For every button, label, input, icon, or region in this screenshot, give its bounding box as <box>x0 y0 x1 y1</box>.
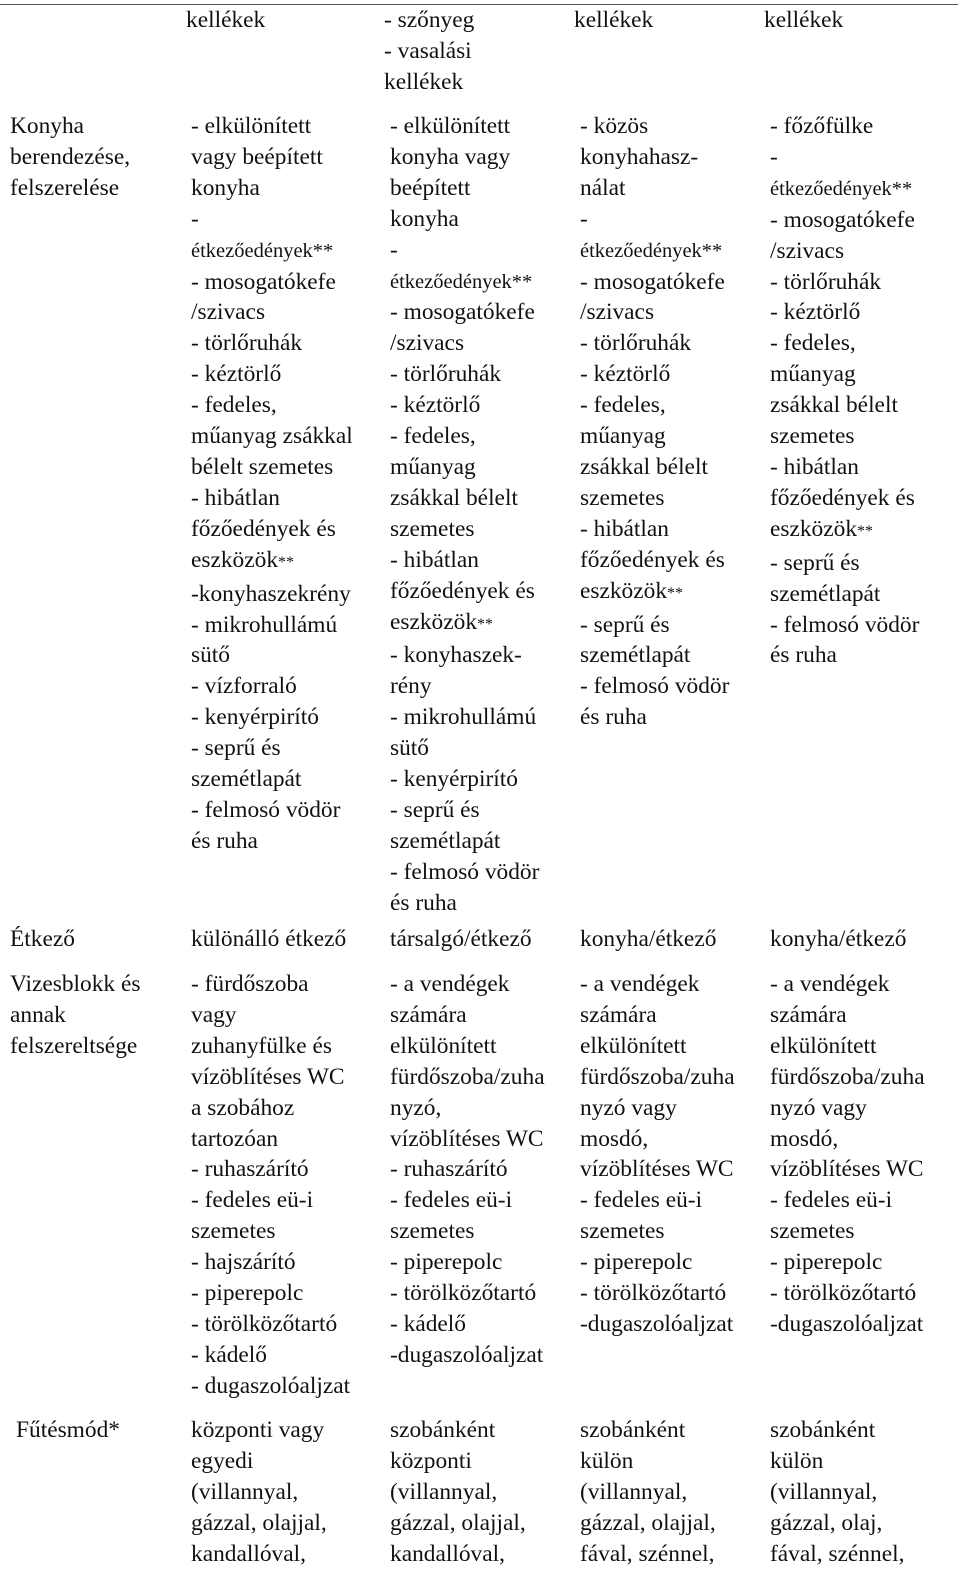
bathroom-cell-col-1: - fürdőszoba vagy zuhanyfülke és vízöblítéses WC a szobához tartozóan - ruhaszárító - fedeles eü-i szemetes - hajszárító - piperepolc - törölközőtartó - kádelő - dugaszolóaljzat <box>191 971 351 1399</box>
kitchen-cell-col-1: - elkülönített vagy beépített konyha - étkezőedények** - mosogatókefe /szivacs - törlőruhák - kéztörlő - fedeles, műanyag zsákkal bélelt szemetes - hibátlan főzőedények és eszközök** -konyhaszekrény - mikrohullámú sütő - vízforraló - kenyérpirító - seprű és szemétlapát - felmosó vödör és ruha <box>191 113 353 854</box>
kitchen-cell-col-2: - elkülönített konyha vagy beépített konyha - étkezőedények** - mosogatókefe /szivacs - törlőruhák - kéztörlő - fedeles, műanyag zsákkal bélelt szemetes - hibátlan főzőedények és eszközök** - konyhaszek- rény - mikrohullámú sütő - kenyérpirító - seprű és szemétlapát - felmosó vödör és ruha <box>390 113 540 916</box>
kitchen-cell-col-4: - főzőfülke - étkezőedények** - mosogatókefe /szivacs - törlőruhák - kéztörlő - fedeles, műanyag zsákkal bélelt szemetes - hibátlan főzőedények és eszközök** - seprű és szemétlapát - felmosó vödör és ruha <box>770 113 920 669</box>
heating-cell-col-3: szobánként külön (villannyal, gázzal, olajjal, fával, szénnel, <box>580 1417 716 1567</box>
dining-cell-col-1: különálló étkező <box>191 926 347 952</box>
header-fragment-col-2: - szőnyeg - vasalási kellékek <box>384 7 475 95</box>
header-fragment-col-3: kellékek <box>574 7 654 33</box>
row-label-kitchen: Konyha berendezése, felszerelése <box>10 113 131 201</box>
bathroom-cell-col-4: - a vendégek számára elkülönített fürdőszoba/zuha nyzó vagy mosdó, vízöblítéses WC - fedeles eü-i szemetes - piperepolc - törölközőtartó -dugaszolóaljzat <box>770 971 925 1337</box>
kitchen-cell-col-3: - közös konyhahasz- nálat - étkezőedények** - mosogatókefe /szivacs - törlőruhák - kéztörlő - fedeles, műanyag zsákkal bélelt szemetes - hibátlan főzőedények és eszközök** - seprű és szemétlapát - felmosó vödör és ruha <box>580 113 730 731</box>
heating-cell-col-4: szobánként külön (villannyal, gázzal, olaj, fával, szénnel, <box>770 1417 905 1567</box>
row-label-bathroom: Vizesblokk és annak felszereltsége <box>10 971 141 1059</box>
dining-cell-col-2: társalgó/étkező <box>390 926 532 952</box>
bathroom-cell-col-3: - a vendégek számára elkülönített fürdőszoba/zuha nyzó vagy mosdó, vízöblítéses WC - fedeles eü-i szemetes - piperepolc - törölközőtartó -dugaszolóaljzat <box>580 971 735 1337</box>
header-fragment-col-1: kellékek <box>186 7 266 33</box>
dining-cell-col-4: konyha/étkező <box>770 926 907 952</box>
dining-cell-col-3: konyha/étkező <box>580 926 717 952</box>
row-label-heating: Fűtésmód* <box>16 1417 120 1443</box>
heating-cell-col-1: központi vagy egyedi (villannyal, gázzal, olajjal, kandallóval, <box>191 1417 327 1567</box>
header-fragment-col-4: kellékek <box>764 7 844 33</box>
row-label-dining: Étkező <box>10 926 75 952</box>
heating-cell-col-2: szobánként központi (villannyal, gázzal, olajjal, kandallóval, <box>390 1417 526 1567</box>
bathroom-cell-col-2: - a vendégek számára elkülönített fürdőszoba/zuha nyzó, vízöblítéses WC - ruhaszárító - fedeles eü-i szemetes - piperepolc - törölközőtartó - kádelő -dugaszolóaljzat <box>390 971 545 1368</box>
